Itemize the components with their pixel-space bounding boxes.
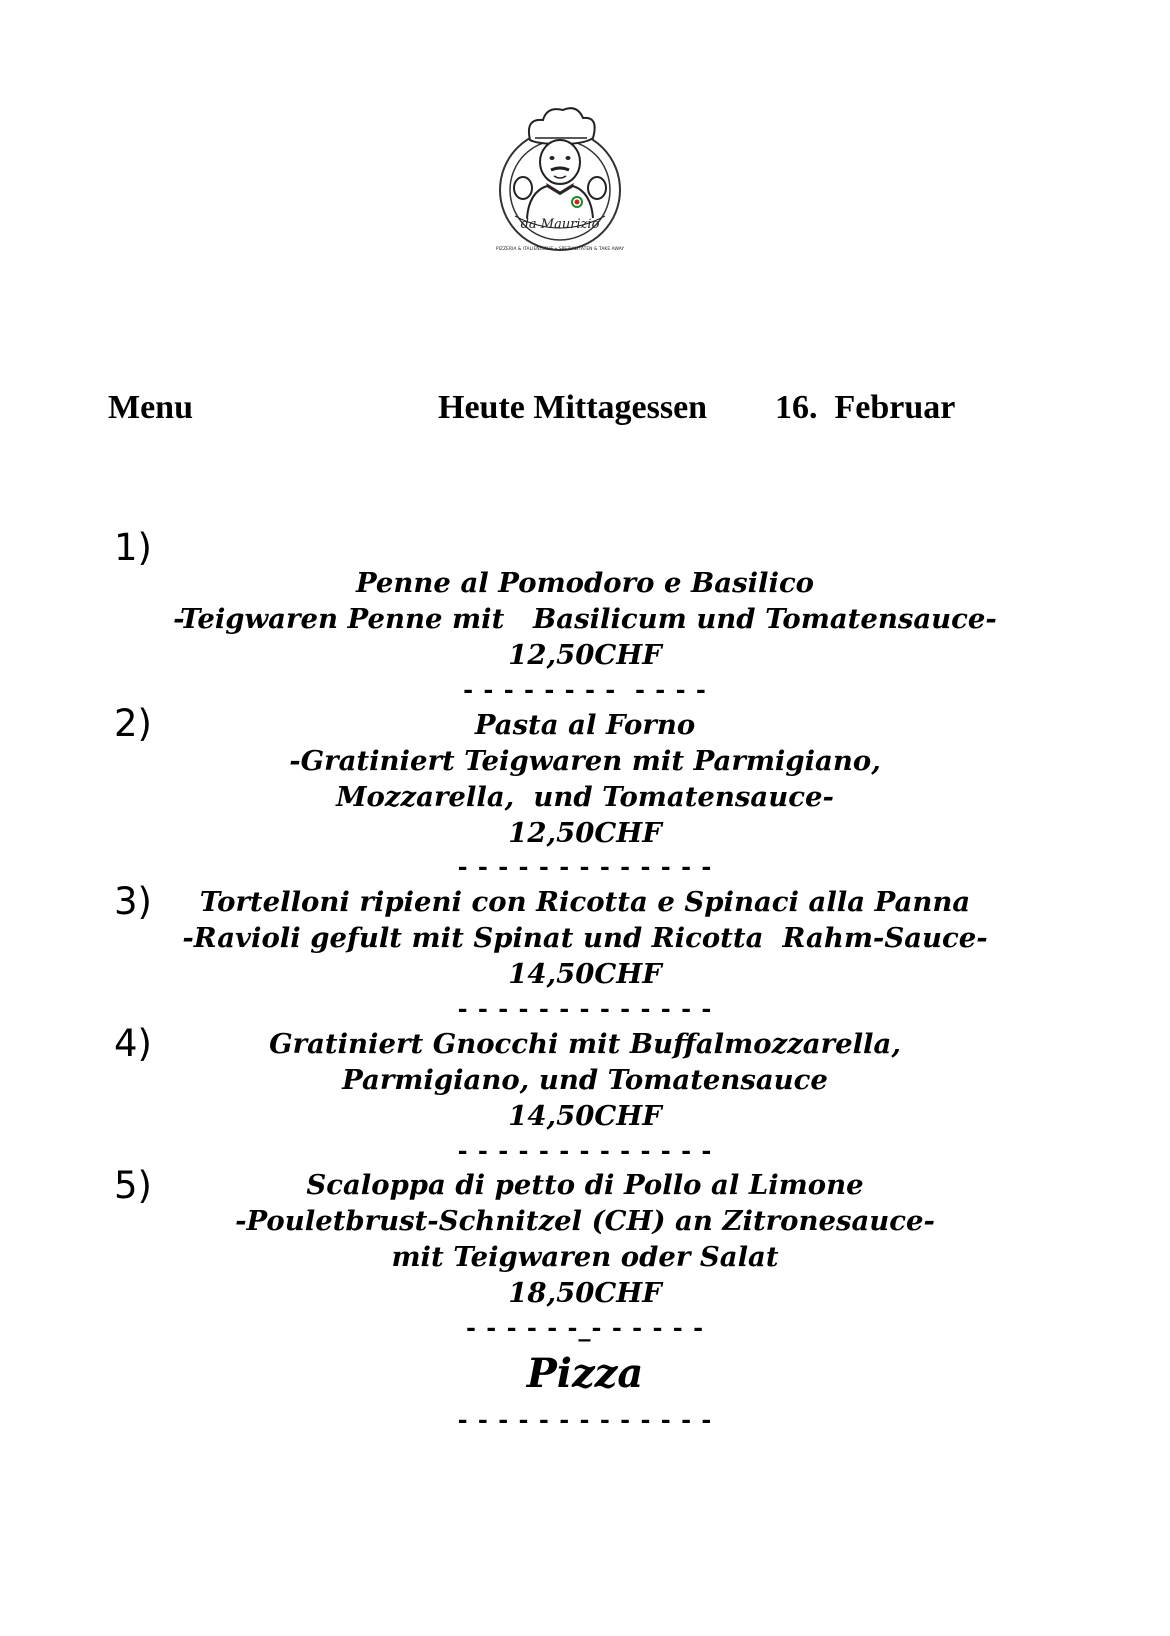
menu-item-5 <box>170 1167 1000 1311</box>
dish-description: -Teigwaren Penne mit Basilicum und Tomatensauce- <box>173 603 997 635</box>
dish-name: Tortelloni ripieni con Ricotta e Spinaci alla Panna <box>199 886 971 918</box>
dish-name: Scaloppa di petto di Pollo al Limone <box>306 1169 864 1201</box>
item-number: 4) <box>114 1022 152 1065</box>
restaurant-logo <box>485 100 635 260</box>
separator: - - - - - - - - - - - - - <box>457 852 713 881</box>
item-number: 5) <box>114 1164 152 1207</box>
menu-label: Menu <box>108 389 193 426</box>
dish-price: 12,50CHF <box>508 639 662 671</box>
dish-price: 18,50CHF <box>508 1277 662 1309</box>
svg-text:PIZZERIA & ITALIENISCHE • SPEZ: PIZZERIA & ITALIENISCHE • SPEZIALITÄTEN & TAKE AWAY <box>495 247 625 252</box>
item-number: 2) <box>114 702 152 745</box>
dish-description: Mozzarella, und Tomatensauce- <box>336 781 834 813</box>
item-number: 1) <box>114 526 152 569</box>
menu-date: 16. Februar <box>775 389 956 426</box>
separator: - - - - - -_- - - - - - <box>465 1313 705 1342</box>
dish-description: -Pouletbrust-Schnitzel (CH) an Zitronesauce- <box>235 1205 935 1237</box>
separator: - - - - - - - - - - - - - <box>457 1136 713 1165</box>
dish-description: -Gratiniert Teigwaren mit Parmigiano, <box>289 745 881 777</box>
separator: - - - - - - - - - - - - <box>463 675 707 704</box>
dish-name: Penne al Pomodoro e Basilico <box>355 567 815 599</box>
dish-description: mit Teigwaren oder Salat <box>391 1241 779 1273</box>
dish-price: 12,50CHF <box>508 817 662 849</box>
dish-name: Gratiniert Gnocchi mit Buffalmozzarella, <box>269 1028 901 1060</box>
item-number: 3) <box>114 880 152 923</box>
page-title: Heute Mittagessen <box>438 389 708 426</box>
menu-item-1 <box>170 565 1000 673</box>
svg-text:da Maurizio: da Maurizio <box>520 217 600 232</box>
dish-description: Parmigiano, und Tomatensauce <box>342 1064 828 1096</box>
dish-price: 14,50CHF <box>508 958 662 990</box>
menu-item-2 <box>170 707 1000 851</box>
dish-name: Pasta al Forno <box>474 709 696 741</box>
separator: - - - - - - - - - - - - - <box>457 994 713 1023</box>
dish-description: -Ravioli gefult mit Spinat und Ricotta Rahm-Sauce- <box>182 922 988 954</box>
pizza-heading: Pizza <box>526 1350 644 1397</box>
dish-price: 14,50CHF <box>508 1100 662 1132</box>
separator: - - - - - - - - - - - - - <box>457 1405 713 1434</box>
menu-item-3 <box>170 884 1000 992</box>
menu-item-4 <box>170 1026 1000 1134</box>
